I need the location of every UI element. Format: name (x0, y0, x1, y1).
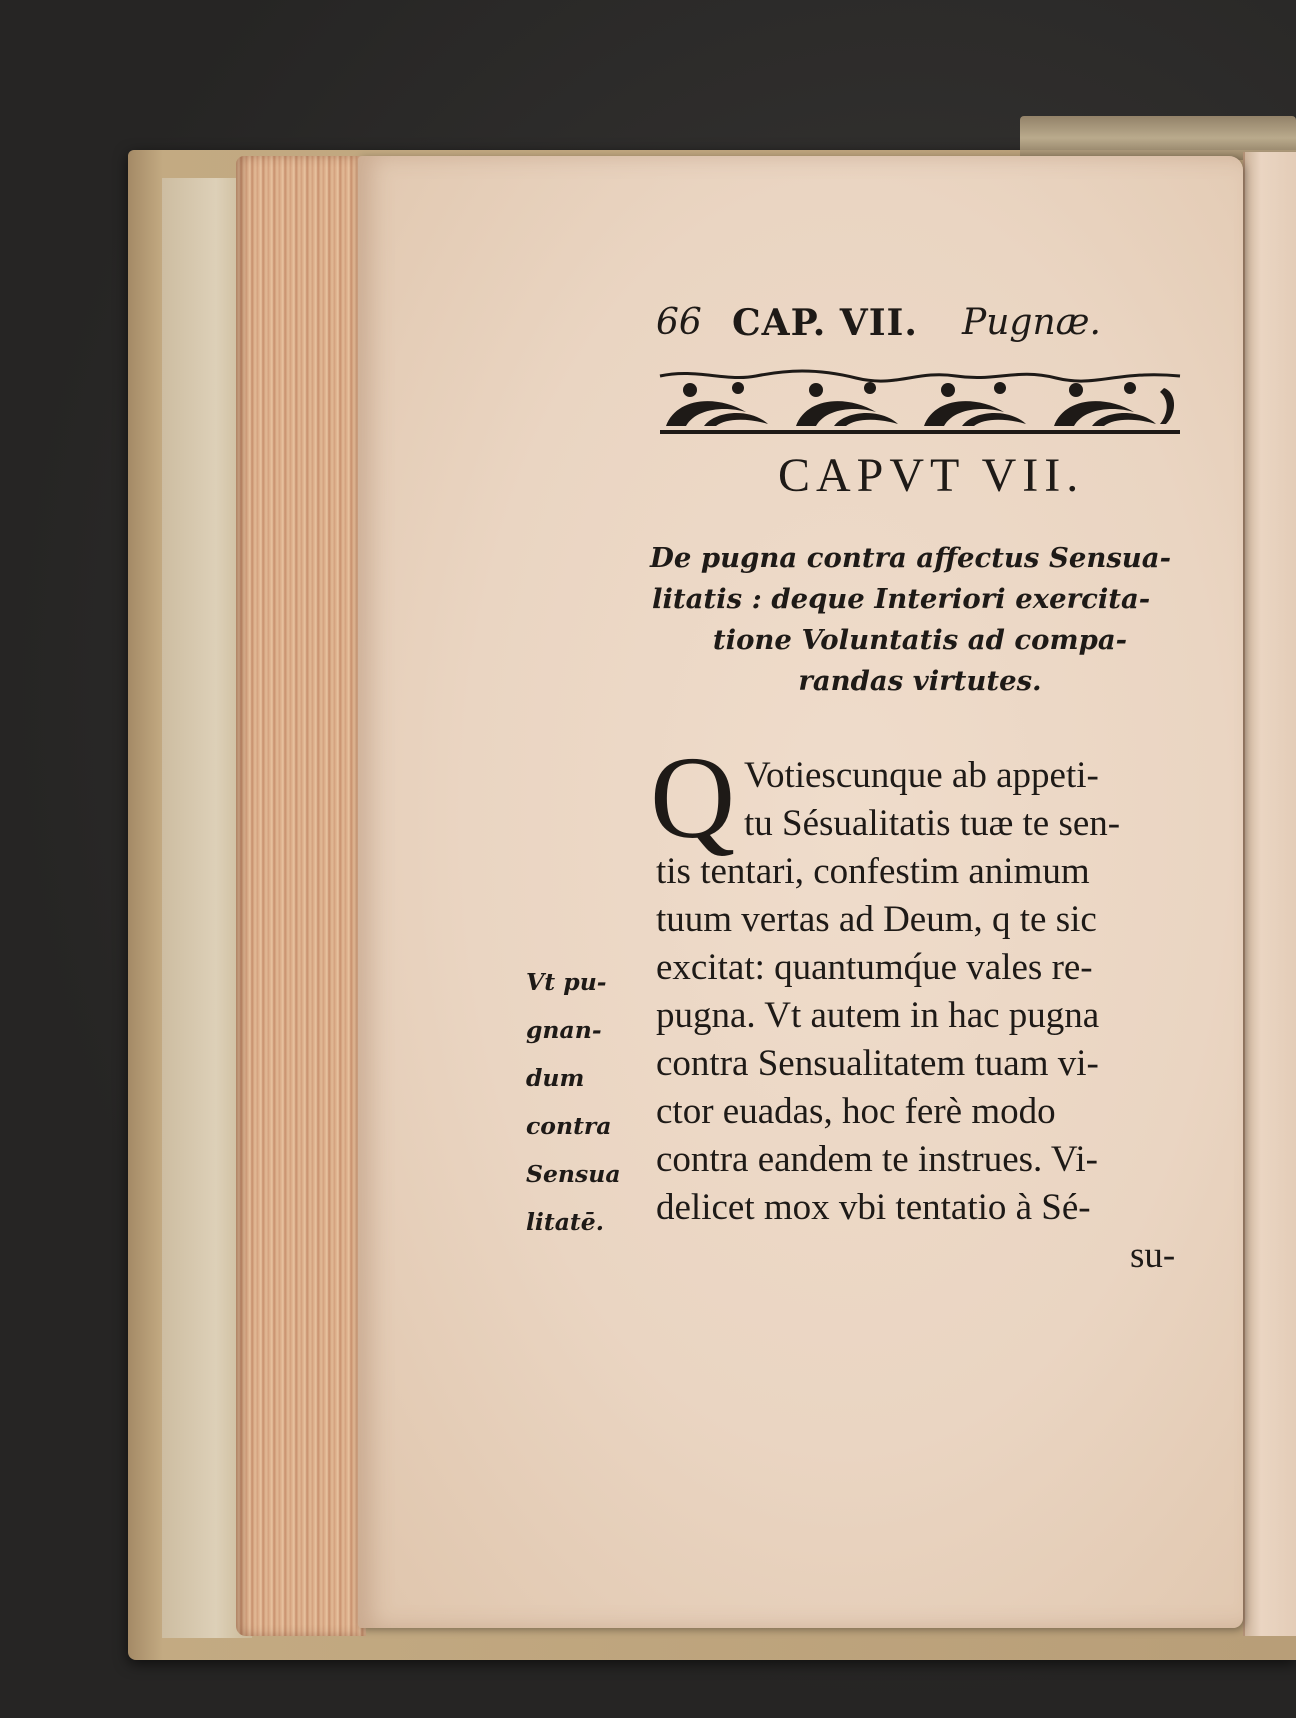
body-line (656, 1136, 1192, 1184)
catchword: su- (1130, 1235, 1176, 1276)
body-line-text: tu Sésualitatis tuæ te sen- (744, 803, 1121, 844)
running-head (656, 302, 1116, 354)
body-line (656, 1040, 1192, 1088)
body-line (656, 944, 1192, 992)
body-line (656, 848, 1192, 896)
body-line (656, 1184, 1192, 1232)
marginal-note-line: Sensua (526, 1160, 621, 1188)
marginal-note (526, 958, 636, 1246)
summary-line: litatis : deque Interiori exercita- (652, 583, 1151, 615)
chapter-label: CAP. VII. (732, 302, 918, 344)
body-line-text: tuum vertas ad Deum, q te sic (656, 899, 1097, 940)
marginal-note-line: contra (526, 1112, 612, 1140)
body-line (656, 1232, 1192, 1280)
marginal-note-line: gnan- (526, 1016, 602, 1044)
body-line-text: contra eandem te instrues. Vi- (656, 1139, 1098, 1180)
body-text (656, 752, 1192, 1280)
decorative-headpiece (656, 368, 1184, 440)
body-line-text: pugna. Vt autem in hac pugna (656, 995, 1100, 1036)
body-line (656, 992, 1192, 1040)
body-line (656, 896, 1192, 944)
chapter-summary (650, 538, 1190, 702)
body-line (656, 752, 1192, 800)
body-line-text: tis tentari, confestim animum (656, 851, 1090, 892)
body-line-text: ctor euadas, hoc ferè modo (656, 1091, 1056, 1132)
marginal-note-line: litatē. (526, 1208, 604, 1236)
body-line-text: Votiescunque ab appeti- (744, 755, 1099, 796)
chapter-heading: CAPVT VII. (778, 449, 1085, 502)
marginal-note-line: Vt pu- (526, 968, 607, 996)
facing-page-edge (1243, 152, 1296, 1636)
summary-line: De pugna contra affectus Sensua- (650, 542, 1172, 574)
drop-cap: Q (650, 732, 736, 863)
page-block-edge (236, 156, 366, 1636)
body-line-text: excitat: quantumq́ue vales re- (656, 947, 1093, 988)
body-line-text: contra Sensualitatem tuam vi- (656, 1043, 1099, 1084)
running-title: Pugnæ. (962, 302, 1101, 343)
summary-line: randas virtutes. (798, 665, 1042, 697)
marginal-note-line: dum (526, 1064, 585, 1092)
body-line-text: delicet mox vbi tentatio à Sé- (656, 1187, 1091, 1228)
summary-line: tione Voluntatis ad compa- (712, 624, 1128, 656)
body-line (656, 1088, 1192, 1136)
page-number: 66 (656, 302, 702, 343)
body-line (656, 800, 1192, 848)
